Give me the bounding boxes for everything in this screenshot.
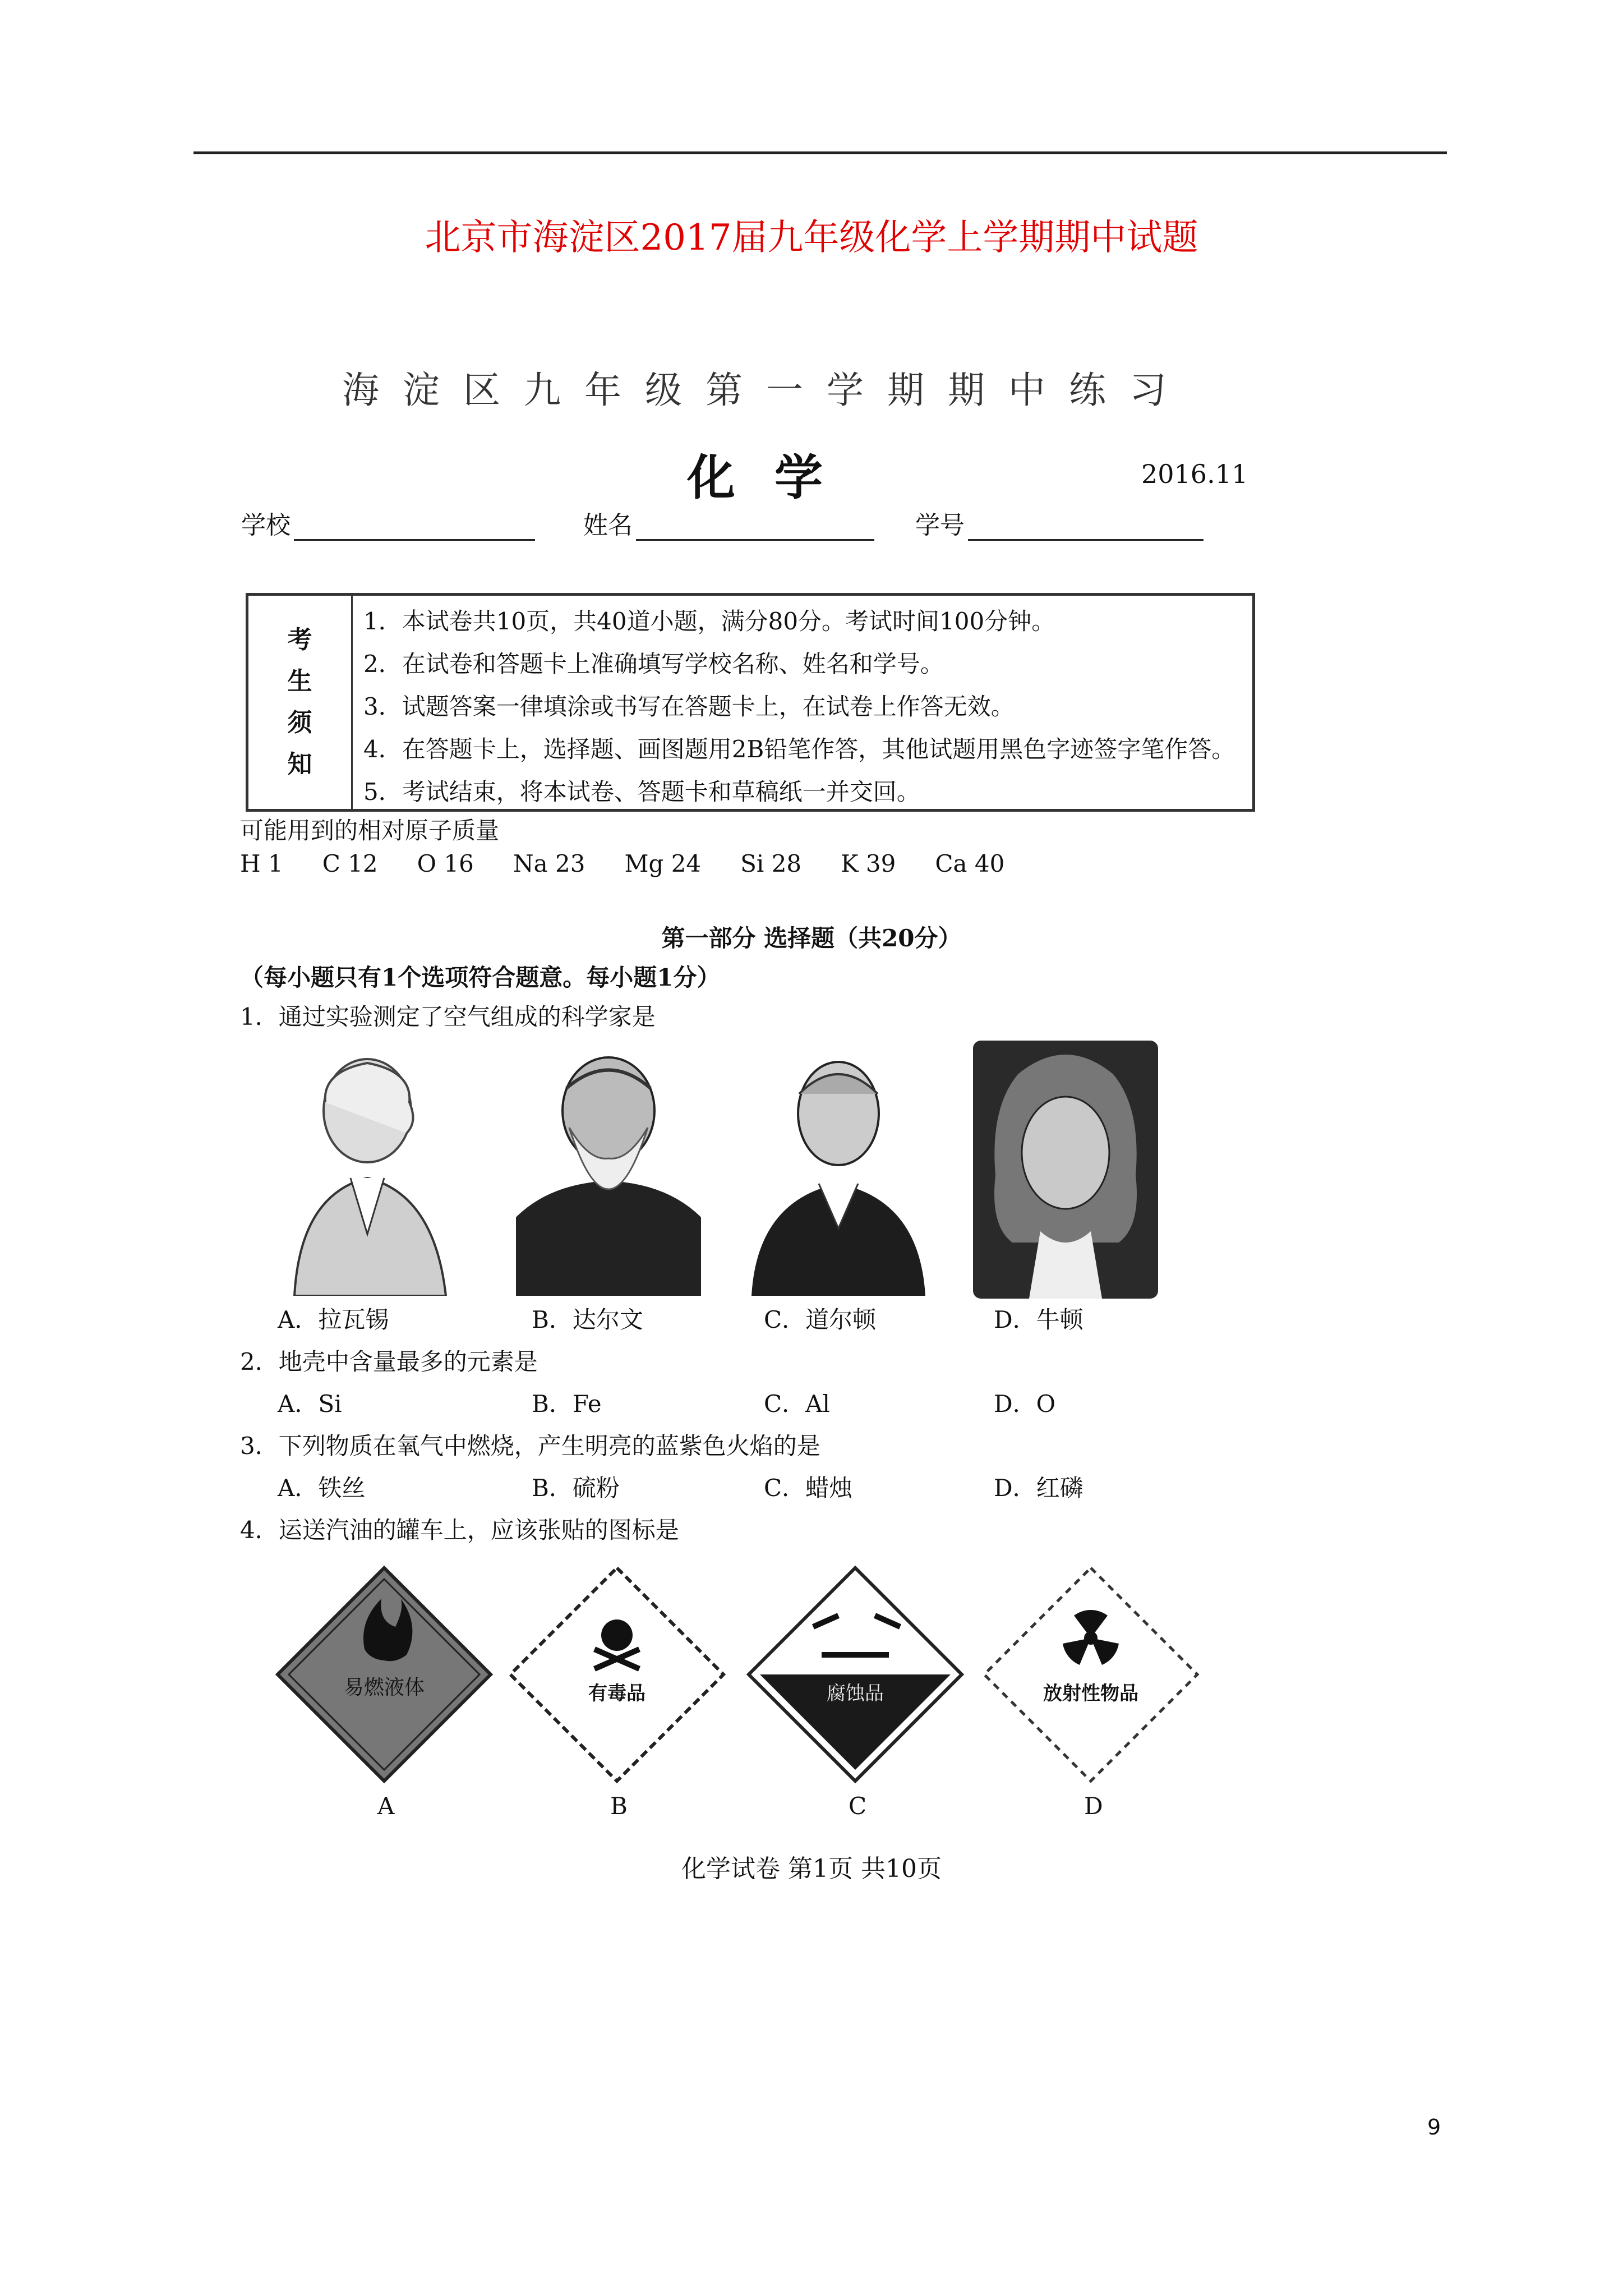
darwin-portrait bbox=[516, 1049, 701, 1296]
id-field bbox=[915, 505, 1204, 541]
notice-item: 3．试题答案一律填涂或书写在答题卡上，在试卷上作答无效。 bbox=[363, 693, 1015, 720]
notice-side-char: 生 bbox=[287, 667, 312, 696]
answer-option: B．Fe bbox=[532, 1390, 602, 1418]
id-blank bbox=[968, 539, 1204, 541]
notice-side-char: 须 bbox=[287, 708, 312, 737]
question-stem: 1．通过实验测定了空气组成的科学家是 bbox=[240, 1003, 656, 1030]
notice-side-label bbox=[248, 596, 353, 809]
dalton-portrait bbox=[746, 1049, 931, 1296]
section-title: 第一部分 选择题（共20分） bbox=[661, 924, 962, 952]
candidate-notice-box bbox=[246, 593, 1255, 812]
id-label: 学号 bbox=[915, 511, 965, 540]
page-number: 9 bbox=[1427, 2115, 1441, 2139]
sign-label: 有毒品 bbox=[588, 1682, 645, 1705]
answer-option: C．Al bbox=[764, 1390, 830, 1418]
school-field bbox=[241, 505, 535, 541]
school-blank bbox=[294, 539, 535, 541]
newton-portrait bbox=[973, 1041, 1158, 1299]
answer-option: B．达尔文 bbox=[532, 1306, 643, 1333]
document-title: 北京市海淀区2017届九年级化学上学期期中试题 bbox=[425, 217, 1198, 259]
atomic-mass: Na 23 bbox=[513, 850, 585, 877]
answer-option: D．O bbox=[994, 1390, 1056, 1418]
notice-item: 2．在试卷和答题卡上准确填写学校名称、姓名和学号。 bbox=[363, 650, 944, 678]
atomic-mass: C 12 bbox=[322, 850, 378, 877]
section-note: （每小题只有1个选项符合题意。每小题1分） bbox=[240, 964, 721, 991]
name-field bbox=[583, 505, 874, 541]
question-stem: 4．运送汽油的罐车上，应该张贴的图标是 bbox=[240, 1516, 679, 1544]
exam-title: 海淀区九年级第一学期期中练习 bbox=[342, 369, 1190, 412]
name-blank bbox=[636, 539, 874, 541]
notice-items bbox=[363, 600, 1247, 813]
answer-option: C．蜡烛 bbox=[764, 1474, 853, 1502]
atomic-mass: Mg 24 bbox=[624, 850, 702, 877]
atomic-mass-list bbox=[240, 850, 1044, 877]
answer-option: B bbox=[610, 1792, 628, 1820]
answer-option: A．拉瓦锡 bbox=[278, 1306, 389, 1333]
lavoisier-portrait bbox=[278, 1049, 463, 1296]
answer-option: D．牛顿 bbox=[994, 1306, 1083, 1333]
answer-option: B．硫粉 bbox=[532, 1474, 620, 1502]
toxic-sign bbox=[508, 1565, 726, 1784]
sign-label: 放射性物品 bbox=[1043, 1682, 1138, 1705]
notice-side-char: 考 bbox=[287, 625, 312, 654]
exam-date: 2016.11 bbox=[1141, 459, 1248, 489]
radioactive-sign bbox=[981, 1565, 1200, 1784]
atomic-mass-title: 可能用到的相对原子质量 bbox=[240, 817, 500, 844]
answer-option: A bbox=[377, 1792, 395, 1820]
answer-option: D．红磷 bbox=[994, 1474, 1083, 1502]
atomic-mass: O 16 bbox=[417, 850, 474, 877]
answer-option: C．道尔顿 bbox=[764, 1306, 877, 1333]
answer-option: C bbox=[849, 1792, 867, 1820]
atomic-mass: Ca 40 bbox=[935, 850, 1005, 877]
notice-item: 1．本试卷共10页，共40道小题，满分80分。考试时间100分钟。 bbox=[363, 608, 1055, 635]
sign-label: 易燃液体 bbox=[343, 1676, 425, 1699]
notice-item: 4．在答题卡上，选择题、画图题用2B铅笔作答，其他试题用黑色字迹签字笔作答。 bbox=[363, 735, 1235, 763]
school-label: 学校 bbox=[241, 511, 291, 540]
page-footer: 化学试卷 第1页 共10页 bbox=[681, 1855, 942, 1883]
name-label: 姓名 bbox=[583, 511, 633, 540]
atomic-mass: H 1 bbox=[240, 850, 283, 877]
answer-option: D bbox=[1084, 1792, 1103, 1820]
answer-option: A．Si bbox=[278, 1390, 342, 1418]
corrosive-sign bbox=[746, 1565, 965, 1784]
question-stem: 3．下列物质在氧气中燃烧，产生明亮的蓝紫色火焰的是 bbox=[240, 1432, 820, 1460]
subject-title: 化学 bbox=[687, 449, 862, 506]
notice-item: 5．考试结束，将本试卷、答题卡和草稿纸一并交回。 bbox=[363, 778, 920, 806]
atomic-mass: Si 28 bbox=[740, 850, 802, 877]
notice-side-char: 知 bbox=[287, 750, 312, 779]
answer-option: A．铁丝 bbox=[278, 1474, 366, 1502]
sign-label: 腐蚀品 bbox=[827, 1682, 884, 1705]
atomic-mass: K 39 bbox=[841, 850, 896, 877]
question-stem: 2．地壳中含量最多的元素是 bbox=[240, 1348, 538, 1375]
flammable-liquid-sign bbox=[275, 1565, 494, 1784]
header-rule bbox=[193, 151, 1447, 154]
